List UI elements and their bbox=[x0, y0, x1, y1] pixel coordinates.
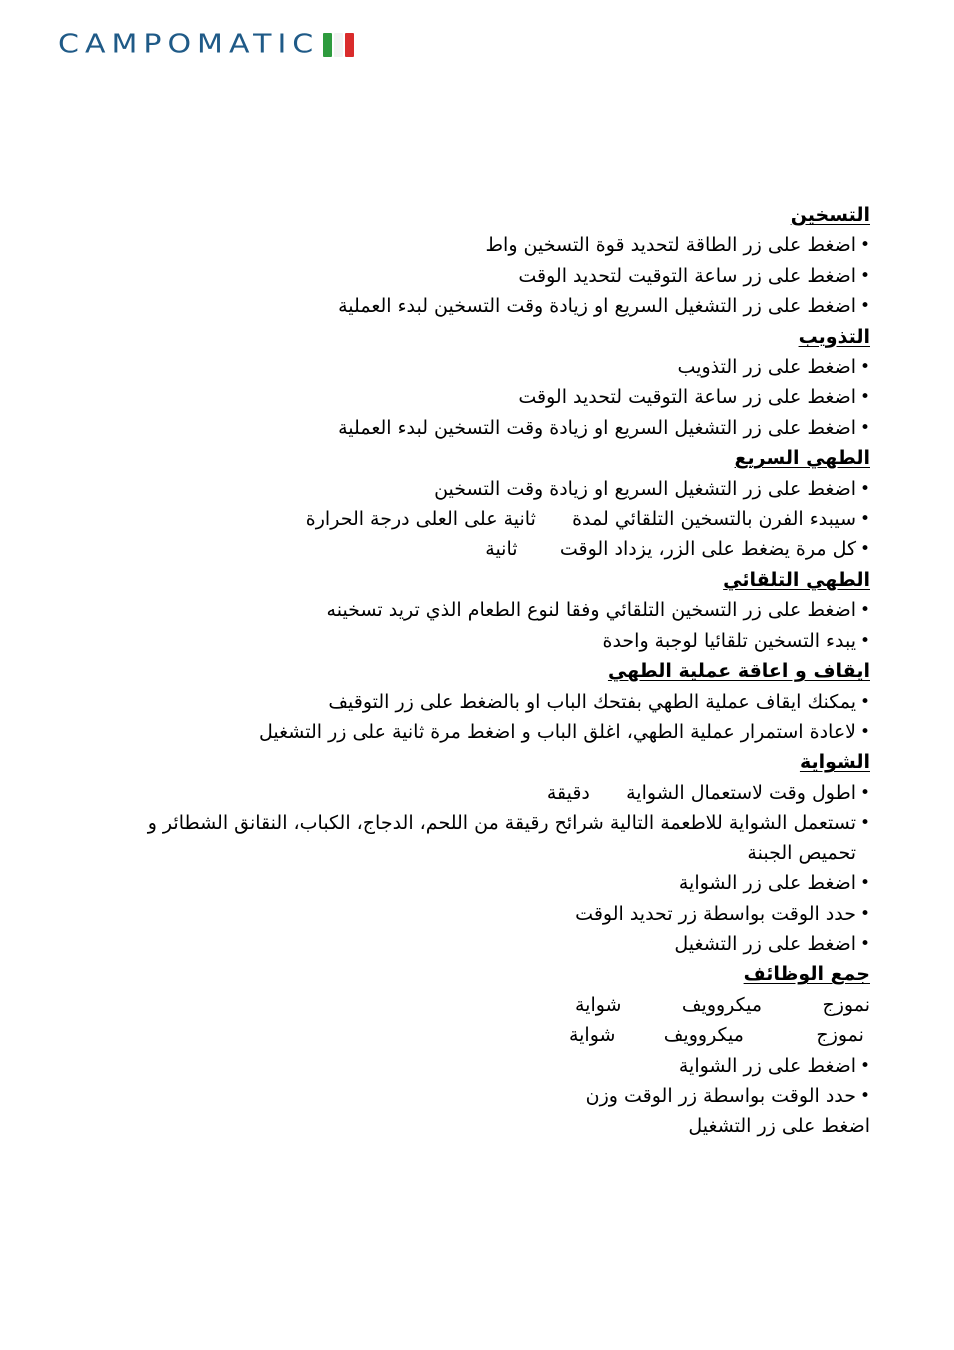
section-auto-cook bbox=[90, 565, 870, 656]
list-item: • اضغط على زر التشغيل السريع او زيادة وقت التسخين bbox=[90, 474, 870, 504]
list-item: • كل مرة يضغط على الزر، يزداد الوقت ثانية bbox=[90, 534, 870, 564]
italian-flag-icon bbox=[321, 33, 354, 57]
list-item: • اضغط على زر ساعة التوقيت لتحديد الوقت bbox=[90, 382, 870, 412]
list-item: • اضغط على زر التشغيل السريع او زيادة وقت التسخين لبدء العملية bbox=[90, 413, 870, 443]
list-item: • اضغط على زر ساعة التوقيت لتحديد الوقت bbox=[90, 261, 870, 291]
combo-row: نموزج ميكروويف شواية bbox=[574, 993, 870, 1016]
section-heading: التسخين bbox=[790, 204, 870, 226]
list-item: • تستعمل الشواية للاطعمة التالية شرائح رقيقة من اللحم، الدجاج، الكباب، النقانق الشطائر و تحميص الجبنة bbox=[90, 808, 870, 868]
instructions bbox=[90, 200, 870, 1142]
section-defrost bbox=[90, 322, 870, 444]
list-item: • اضغط على زر التشغيل السريع او زيادة وقت التسخين لبدء العملية bbox=[90, 291, 870, 321]
section-heading: الشواية bbox=[799, 751, 870, 774]
list-item: • اضغط على زر الشواية bbox=[90, 868, 870, 898]
list-item: • حدد الوقت بواسطة زر الوقت وزن bbox=[90, 1081, 870, 1111]
section-combination bbox=[90, 959, 870, 1141]
section-heading: التذويب bbox=[798, 325, 870, 348]
trailing-line: اضغط على زر التشغيل bbox=[688, 1115, 870, 1138]
brand-logo bbox=[58, 30, 354, 60]
list-item: • اضغط على زر الشواية bbox=[90, 1051, 870, 1081]
section-pause-resume bbox=[90, 656, 870, 747]
list-item: • لاعادة استمرار عملية الطهي، اغلق الباب و اضغط مرة ثانية على زر التشغيل bbox=[90, 717, 870, 747]
section-heading: جمع الوظائف bbox=[743, 963, 870, 986]
list-item: • اضغط على زر التسخين التلقائي وفقا لنوع الطعام الذي تريد تسخينه bbox=[90, 595, 870, 625]
section-heading: الطهي السريع bbox=[734, 447, 870, 470]
section-heading: ايقاف و اعاقة عملية الطهي bbox=[607, 660, 870, 683]
list-item: • اطول وقت لاستعمال الشواية دقيقة bbox=[90, 778, 870, 808]
section-grill bbox=[90, 747, 870, 959]
list-item: • اضغط على زر الطاقة لتحديد قوة التسخين واط bbox=[90, 230, 870, 260]
section-quick-cook bbox=[90, 443, 870, 565]
brand-name: CAMPOMATIC bbox=[58, 29, 320, 60]
combo-row: نموزج ميكروويف شواية bbox=[568, 1024, 870, 1047]
list-item: • اضغط على زر التذويب bbox=[90, 352, 870, 382]
section-heading: الطهي التلقائي bbox=[723, 568, 870, 591]
list-item: • حدد الوقت بواسطة زر تحديد الوقت bbox=[90, 899, 870, 929]
list-item: • اضغط على زر التشغيل bbox=[90, 929, 870, 959]
list-item: • سيبدء الفرن بالتسخين التلقائي لمدة ثانية على العلى درجة الحرارة bbox=[90, 504, 870, 534]
list-item: • يمكنك ايقاف عملية الطهي بفتحك الباب او بالضغط على زر التوقيف bbox=[90, 687, 870, 717]
list-item: • يبدء التسخين تلقائيا لوجبة واحدة bbox=[90, 626, 870, 656]
section-heating bbox=[90, 200, 870, 322]
